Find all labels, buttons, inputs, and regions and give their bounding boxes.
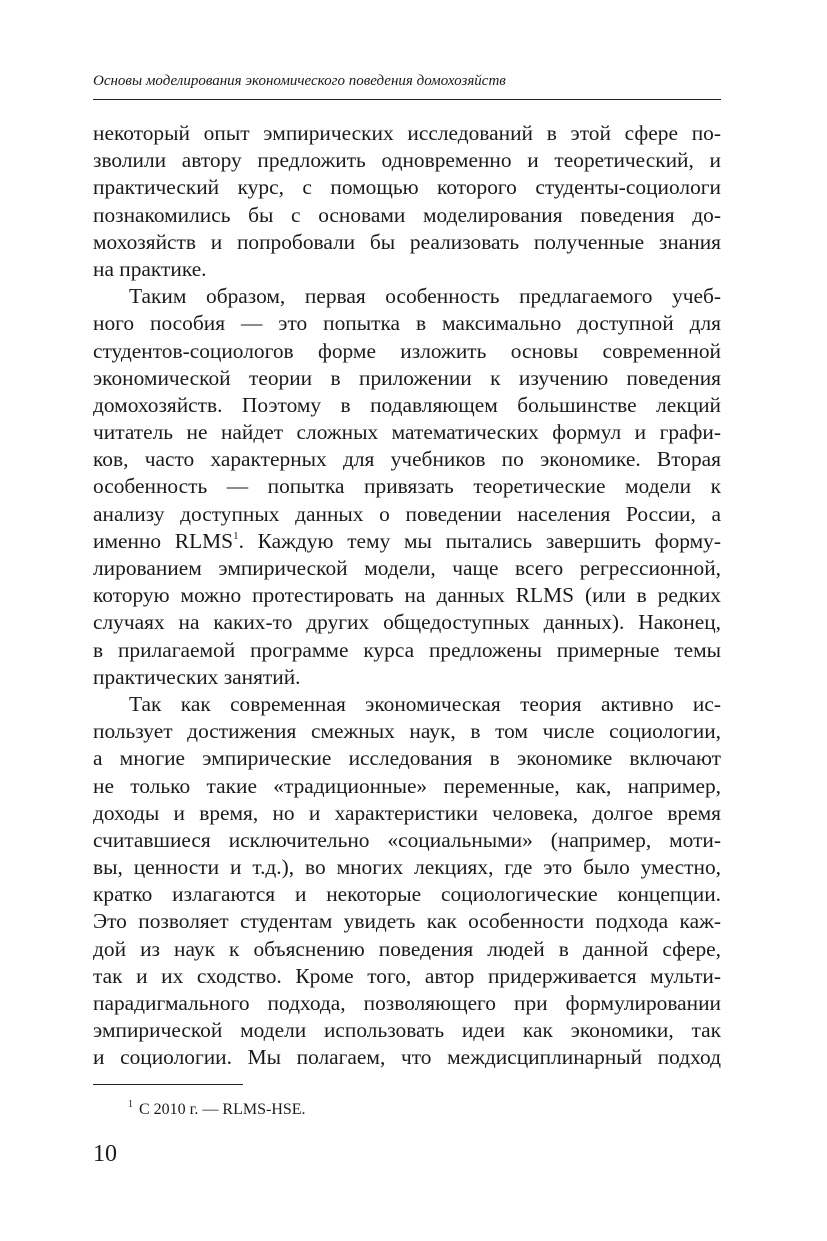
text-line: которую можно протестировать на данных RLMS (или в редких [93, 583, 721, 608]
text-line: случаях на каких-то других общедоступных данных). Наконец, [93, 610, 721, 635]
text-line: на практике. [93, 256, 207, 281]
footnote [128, 1100, 306, 1120]
text-line: студентов-социологов форме изложить основы современной [93, 338, 721, 363]
text-line: так и их сходство. Кроме того, автор придерживается мульти- [93, 963, 721, 988]
text-line: парадигмального подхода, позволяющего при формулировании [93, 991, 721, 1015]
text-line: читатель не найдет сложных математических формул и графи- [93, 420, 721, 445]
text-line: кратко излагаются и некоторые социологические концепции. [93, 882, 721, 907]
text-line: не только такие «традиционные» переменные, как, например, [93, 773, 721, 798]
footnote-reference: 1 [233, 529, 239, 542]
text-line-with-footnote [93, 528, 721, 555]
text-line: некоторый опыт эмпирических исследований в этой сфере по- [93, 121, 721, 145]
text-line: ного пособия — это попытка в максимально доступной для [93, 311, 721, 336]
text-line: экономической теории в приложении к изучению поведения [93, 365, 721, 390]
footnote-number: 1 [128, 1099, 133, 1110]
text-line: зволили автору предложить одновременно и теоретический, и [93, 148, 721, 173]
text-line: а многие эмпирические исследования в экономике включают [93, 746, 721, 771]
page-number: 10 [93, 1141, 117, 1167]
footnote-rule [93, 1084, 243, 1085]
text-line: практических занятий. [93, 664, 301, 689]
text-line: Это позволяет студентам увидеть как особенности подхода каж- [93, 909, 721, 934]
text-line: ков, часто характерных для учебников по экономике. Вторая [93, 447, 721, 472]
text-line: особенность — попытка привязать теоретические модели к [93, 474, 721, 499]
text-line: практический курс, с помощью которого студенты-социологи [93, 175, 721, 200]
text-fragment: . Каждую тему мы пытались завершить форму- [238, 528, 721, 553]
header-rule [93, 99, 721, 100]
text-line: мохозяйств и попробовали бы реализовать полученные знания [93, 229, 721, 254]
footnote-text: С 2010 г. — RLMS-HSE. [139, 1101, 306, 1118]
text-line: доходы и время, но и характеристики человека, долгое время [93, 800, 721, 825]
text-line: пользует достижения смежных наук, в том числе социологии, [93, 719, 721, 744]
text-line: познакомились бы с основами моделирования поведения до- [93, 202, 721, 227]
text-line: дой из наук к объяснению поведения людей в данной сфере, [93, 936, 721, 961]
text-line: лированием эмпирической модели, чаще всего регрессионной, [93, 556, 721, 580]
text-line: эмпирической модели использовать идеи как экономики, так [93, 1018, 721, 1043]
text-line: домохозяйств. Поэтому в подавляющем большинстве лекций [93, 392, 721, 417]
text-fragment: именно RLMS [93, 528, 234, 553]
text-line: и социологии. Мы полагаем, что междисциплинарный подход [93, 1045, 721, 1070]
running-header: Основы моделирования экономического поведения домохозяйств [93, 73, 506, 89]
text-line: в прилагаемой программе курса предложены примерные темы [93, 637, 721, 662]
text-line: вы, ценности и т.д.), во многих лекциях, где это было уместно, [93, 855, 721, 880]
text-line: считавшиеся исключительно «социальными» (например, моти- [93, 827, 721, 852]
body-text [93, 120, 721, 1072]
text-line: Таким образом, первая особенность предлагаемого учеб- [129, 284, 721, 309]
text-line: Так как современная экономическая теория активно ис- [129, 691, 721, 716]
text-line: анализу доступных данных о поведении населения России, а [93, 501, 721, 526]
